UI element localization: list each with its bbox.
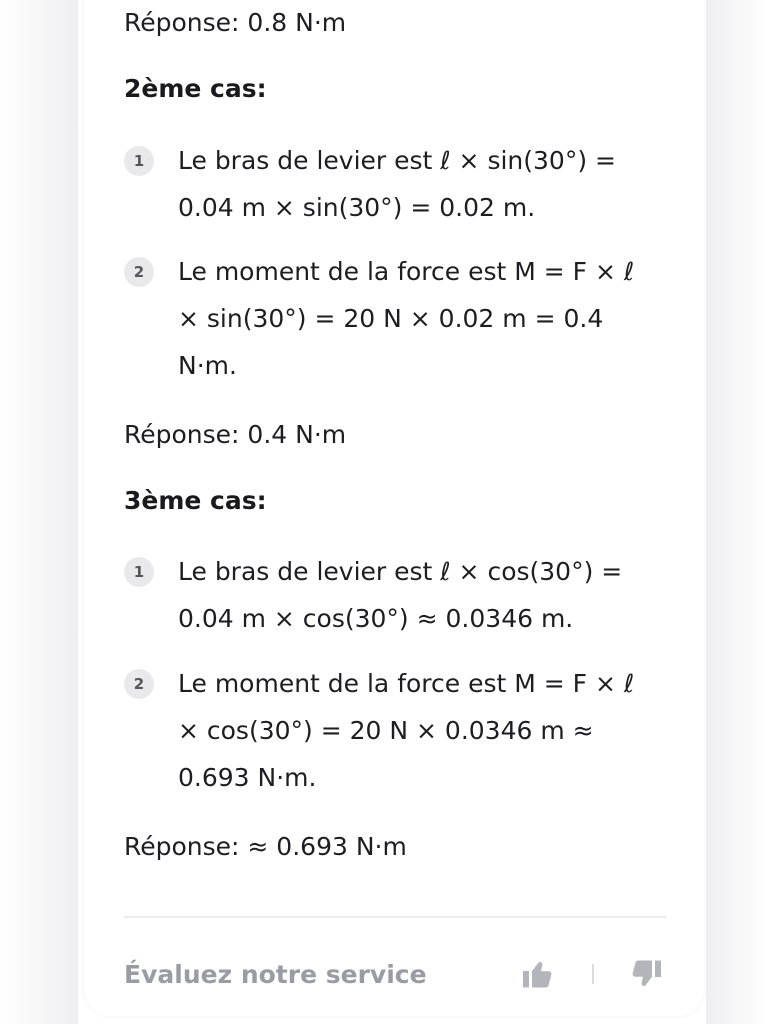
case3-heading: 3ème cas: [124,486,267,515]
case1-answer: Réponse: 0.8 N·m [124,8,347,37]
step-number-badge: 2 [124,257,154,287]
case2-answer: Réponse: 0.4 N·m [124,420,347,449]
feedback-label: Évaluez notre service [124,960,427,989]
right-background [706,0,768,1024]
feedback-separator [592,964,594,984]
footer-divider [124,916,666,918]
thumbs-up-icon[interactable] [520,956,556,992]
step-number-badge: 1 [124,146,154,176]
left-background [0,0,78,1024]
case2-heading: 2ème cas: [124,74,267,103]
step-text: Le bras de levier est ℓ × sin(30°) = 0.04 m × sin(30°) = 0.02 m. [178,146,616,222]
thumbs-down-icon[interactable] [628,956,664,992]
step-number-badge: 2 [124,669,154,699]
step-text: Le moment de la force est M = F × ℓ × cos(30°) = 20 N × 0.0346 m ≈ 0.693 N·m. [178,669,635,792]
step-number-badge: 1 [124,557,154,587]
case3-answer: Réponse: ≈ 0.693 N·m [124,832,407,861]
step-text: Le bras de levier est ℓ × cos(30°) = 0.04 m × cos(30°) ≈ 0.0346 m. [178,557,623,633]
step-text: Le moment de la force est M = F × ℓ × sin(30°) = 20 N × 0.02 m = 0.4 N·m. [178,257,635,380]
